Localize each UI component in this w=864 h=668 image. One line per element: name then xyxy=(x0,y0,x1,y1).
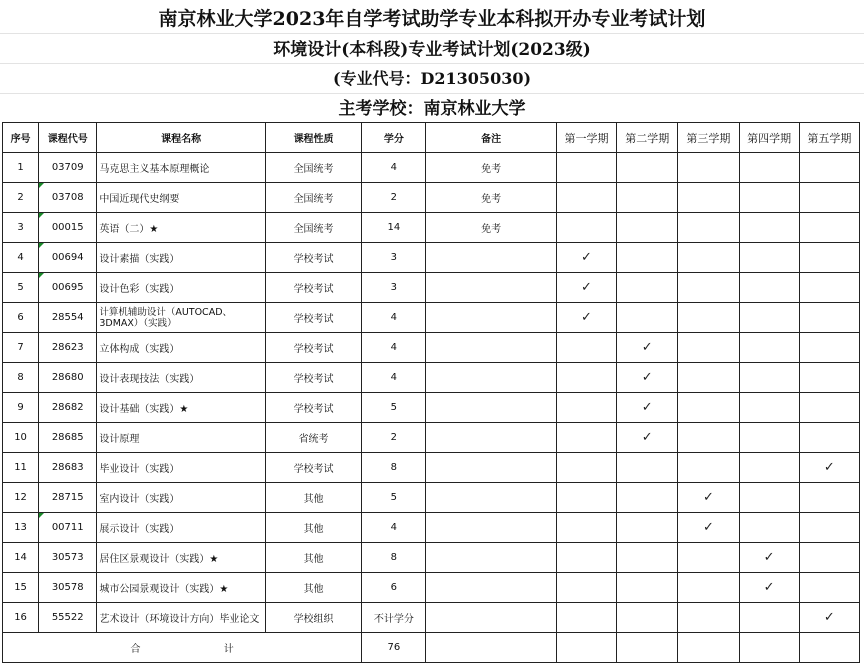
cell-nature: 学校考试 xyxy=(265,333,361,363)
cell-code: 28715 xyxy=(39,483,97,513)
check-mark-icon: ✓ xyxy=(641,400,653,415)
cell-name xyxy=(97,183,266,213)
cell-sem3 xyxy=(678,573,739,603)
cell-sem4 xyxy=(739,453,799,483)
cell-name xyxy=(97,243,266,273)
cell-sem2 xyxy=(617,183,678,213)
cell-sem2 xyxy=(617,303,678,333)
check-mark-icon: ✓ xyxy=(763,580,775,595)
total-cell xyxy=(426,633,556,663)
cell-sem2 xyxy=(617,363,678,393)
cell-sem5 xyxy=(799,513,859,543)
header-row xyxy=(3,123,860,153)
cell-nature: 学校考试 xyxy=(265,243,361,273)
cell-credit: 2 xyxy=(362,423,426,453)
table-row xyxy=(3,273,860,303)
table-row xyxy=(3,453,860,483)
cell-nature: 学校考试 xyxy=(265,453,361,483)
cell-comment-flag-icon xyxy=(39,213,44,218)
cell-sem3 xyxy=(678,243,739,273)
cell-credit: 5 xyxy=(362,393,426,423)
cell-code: 28682 xyxy=(39,393,97,423)
header-code: 课程代号 xyxy=(39,123,97,153)
cell-sem1 xyxy=(556,423,616,453)
header-name: 课程名称 xyxy=(97,123,266,153)
cell-credit: 4 xyxy=(362,303,426,333)
cell-note xyxy=(426,513,556,543)
table-row xyxy=(3,603,860,633)
course-name: 展示设计（实践） xyxy=(99,524,180,535)
cell-nature: 全国统考 xyxy=(265,153,361,183)
cell-note xyxy=(426,273,556,303)
cell-sem4 xyxy=(739,423,799,453)
cell-seq: 8 xyxy=(3,363,39,393)
total-cell xyxy=(617,633,678,663)
cell-sem2 xyxy=(617,393,678,423)
cell-sem5 xyxy=(799,273,859,303)
header-seq: 序号 xyxy=(3,123,39,153)
cell-sem4 xyxy=(739,153,799,183)
cell-sem2 xyxy=(617,333,678,363)
header-nature: 课程性质 xyxy=(265,123,361,153)
cell-sem4 xyxy=(739,303,799,333)
cell-seq: 11 xyxy=(3,453,39,483)
cell-code: 03708 xyxy=(39,183,97,213)
table-row xyxy=(3,423,860,453)
cell-sem5 xyxy=(799,453,859,483)
table-row xyxy=(3,333,860,363)
table-row xyxy=(3,573,860,603)
cell-comment-flag-icon xyxy=(39,513,44,518)
check-mark-icon: ✓ xyxy=(641,340,653,355)
cell-sem5 xyxy=(799,543,859,573)
cell-sem5 xyxy=(799,213,859,243)
course-name: 设计原理 xyxy=(99,434,140,445)
cell-seq: 14 xyxy=(3,543,39,573)
cell-sem1 xyxy=(556,483,616,513)
cell-seq: 5 xyxy=(3,273,39,303)
cell-comment-flag-icon xyxy=(39,273,44,278)
cell-comment-flag-icon xyxy=(39,183,44,188)
cell-nature: 全国统考 xyxy=(265,183,361,213)
cell-sem2 xyxy=(617,273,678,303)
host-school: 主考学校：南京林业大学 xyxy=(338,99,526,119)
check-mark-icon: ✓ xyxy=(702,520,714,535)
course-name: 室内设计（实践） xyxy=(99,494,180,505)
cell-credit: 5 xyxy=(362,483,426,513)
cell-name xyxy=(97,573,266,603)
cell-sem2 xyxy=(617,453,678,483)
cell-code: 00015 xyxy=(39,213,97,243)
cell-sem3 xyxy=(678,483,739,513)
cell-note xyxy=(426,483,556,513)
cell-code: 03709 xyxy=(39,153,97,183)
cell-name xyxy=(97,363,266,393)
cell-credit: 14 xyxy=(362,213,426,243)
cell-code: 28680 xyxy=(39,363,97,393)
cell-note xyxy=(426,573,556,603)
cell-nature: 学校考试 xyxy=(265,363,361,393)
table-row xyxy=(3,243,860,273)
cell-sem4 xyxy=(739,513,799,543)
cell-sem1 xyxy=(556,573,616,603)
table-row xyxy=(3,213,860,243)
check-mark-icon: ✓ xyxy=(823,460,835,475)
course-name: 设计色彩（实践） xyxy=(99,284,180,295)
cell-credit: 4 xyxy=(362,363,426,393)
cell-note xyxy=(426,363,556,393)
cell-credit: 8 xyxy=(362,543,426,573)
cell-sem3 xyxy=(678,453,739,483)
cell-sem3 xyxy=(678,543,739,573)
course-name: 设计表现技法（实践） xyxy=(99,374,200,385)
cell-note: 免考 xyxy=(426,183,556,213)
total-cell xyxy=(739,633,799,663)
table-row xyxy=(3,363,860,393)
sub-title: 环境设计(本科段)专业考试计划(2023级) xyxy=(273,40,591,60)
course-name: 设计素描（实践） xyxy=(99,254,180,265)
check-mark-icon: ✓ xyxy=(641,430,653,445)
cell-sem4 xyxy=(739,243,799,273)
cell-sem5 xyxy=(799,393,859,423)
cell-name xyxy=(97,423,266,453)
course-name: 城市公园景观设计（实践）★ xyxy=(99,584,229,595)
cell-code: 28623 xyxy=(39,333,97,363)
cell-sem1 xyxy=(556,153,616,183)
header-sem1: 第一学期 xyxy=(556,123,616,153)
cell-credit: 4 xyxy=(362,333,426,363)
cell-sem1 xyxy=(556,363,616,393)
total-label: 合 计 xyxy=(3,633,362,663)
cell-sem1 xyxy=(556,303,616,333)
major-code: (专业代号：D21305030) xyxy=(332,69,532,88)
cell-sem4 xyxy=(739,603,799,633)
cell-credit: 3 xyxy=(362,273,426,303)
course-name: 立体构成（实践） xyxy=(99,344,180,355)
cell-sem3 xyxy=(678,273,739,303)
cell-sem2 xyxy=(617,573,678,603)
cell-sem3 xyxy=(678,423,739,453)
cell-credit: 不计学分 xyxy=(362,603,426,633)
cell-nature: 学校考试 xyxy=(265,273,361,303)
course-name: 马克思主义基本原理概论 xyxy=(99,164,210,175)
cell-sem1 xyxy=(556,513,616,543)
cell-sem5 xyxy=(799,363,859,393)
cell-sem3 xyxy=(678,603,739,633)
cell-seq: 3 xyxy=(3,213,39,243)
cell-sem1 xyxy=(556,183,616,213)
cell-sem2 xyxy=(617,213,678,243)
check-mark-icon: ✓ xyxy=(581,250,592,265)
table-row xyxy=(3,393,860,423)
cell-code: 30578 xyxy=(39,573,97,603)
cell-note xyxy=(426,303,556,333)
cell-sem1 xyxy=(556,393,616,423)
cell-sem3 xyxy=(678,393,739,423)
course-name: 计算机辅助设计（AUTOCAD、3DMAX）（实践） xyxy=(99,306,233,329)
cell-code: 00694 xyxy=(39,243,97,273)
cell-code: 00711 xyxy=(39,513,97,543)
cell-nature: 学校考试 xyxy=(265,393,361,423)
cell-name xyxy=(97,453,266,483)
table-row xyxy=(3,483,860,513)
check-mark-icon: ✓ xyxy=(763,550,775,565)
cell-sem4 xyxy=(739,543,799,573)
cell-sem3 xyxy=(678,333,739,363)
cell-note xyxy=(426,543,556,573)
header-note: 备注 xyxy=(426,123,556,153)
cell-sem4 xyxy=(739,573,799,603)
cell-sem5 xyxy=(799,183,859,213)
cell-seq: 12 xyxy=(3,483,39,513)
cell-sem4 xyxy=(739,363,799,393)
cell-sem5 xyxy=(799,303,859,333)
cell-sem1 xyxy=(556,333,616,363)
cell-name xyxy=(97,513,266,543)
cell-code: 28554 xyxy=(39,303,97,333)
header-sem2: 第二学期 xyxy=(617,123,678,153)
course-name: 设计基础（实践）★ xyxy=(99,404,189,415)
cell-note xyxy=(426,603,556,633)
check-mark-icon: ✓ xyxy=(581,280,592,295)
cell-seq: 15 xyxy=(3,573,39,603)
cell-code: 55522 xyxy=(39,603,97,633)
course-name: 英语（二）★ xyxy=(99,224,159,235)
cell-sem4 xyxy=(739,393,799,423)
course-name: 毕业设计（实践） xyxy=(99,464,180,475)
cell-code: 00695 xyxy=(39,273,97,303)
cell-sem3 xyxy=(678,213,739,243)
cell-seq: 4 xyxy=(3,243,39,273)
cell-note: 免考 xyxy=(426,153,556,183)
cell-name xyxy=(97,153,266,183)
header-sem3: 第三学期 xyxy=(678,123,739,153)
cell-comment-flag-icon xyxy=(39,243,44,248)
cell-sem2 xyxy=(617,603,678,633)
table-body xyxy=(3,153,860,633)
total-cell xyxy=(556,633,616,663)
exam-plan-table xyxy=(2,122,860,663)
main-title: 南京林业大学2023年自学考试助学专业本科拟开办专业考试计划 xyxy=(158,8,706,30)
course-name: 艺术设计（环境设计方向）毕业论文 xyxy=(99,614,260,625)
cell-sem1 xyxy=(556,543,616,573)
cell-seq: 1 xyxy=(3,153,39,183)
cell-note xyxy=(426,393,556,423)
cell-sem1 xyxy=(556,273,616,303)
cell-sem2 xyxy=(617,423,678,453)
total-credit: 76 xyxy=(362,633,426,663)
check-mark-icon: ✓ xyxy=(823,610,835,625)
cell-sem3 xyxy=(678,153,739,183)
cell-note xyxy=(426,333,556,363)
cell-name xyxy=(97,543,266,573)
cell-credit: 8 xyxy=(362,453,426,483)
check-mark-icon: ✓ xyxy=(702,490,714,505)
cell-code: 30573 xyxy=(39,543,97,573)
cell-sem4 xyxy=(739,483,799,513)
cell-nature: 其他 xyxy=(265,543,361,573)
cell-note: 免考 xyxy=(426,213,556,243)
total-row xyxy=(3,633,860,663)
cell-credit: 6 xyxy=(362,573,426,603)
cell-sem4 xyxy=(739,273,799,303)
cell-note xyxy=(426,243,556,273)
cell-code: 28683 xyxy=(39,453,97,483)
cell-name xyxy=(97,393,266,423)
cell-credit: 4 xyxy=(362,153,426,183)
total-cell xyxy=(799,633,859,663)
cell-sem1 xyxy=(556,243,616,273)
cell-nature: 学校组织 xyxy=(265,603,361,633)
cell-sem5 xyxy=(799,243,859,273)
cell-name xyxy=(97,273,266,303)
table-row xyxy=(3,183,860,213)
cell-seq: 7 xyxy=(3,333,39,363)
cell-name xyxy=(97,303,266,333)
table-row xyxy=(3,303,860,333)
check-mark-icon: ✓ xyxy=(641,370,653,385)
cell-nature: 其他 xyxy=(265,513,361,543)
cell-name xyxy=(97,483,266,513)
table-row xyxy=(3,153,860,183)
cell-seq: 9 xyxy=(3,393,39,423)
cell-note xyxy=(426,423,556,453)
cell-sem4 xyxy=(739,183,799,213)
cell-note xyxy=(426,453,556,483)
cell-nature: 学校考试 xyxy=(265,303,361,333)
header-credit: 学分 xyxy=(362,123,426,153)
cell-sem2 xyxy=(617,153,678,183)
table-row xyxy=(3,543,860,573)
cell-sem5 xyxy=(799,603,859,633)
cell-sem4 xyxy=(739,213,799,243)
cell-nature: 全国统考 xyxy=(265,213,361,243)
cell-seq: 13 xyxy=(3,513,39,543)
header-sem5: 第五学期 xyxy=(799,123,859,153)
header-sem4: 第四学期 xyxy=(739,123,799,153)
cell-code: 28685 xyxy=(39,423,97,453)
cell-nature: 其他 xyxy=(265,483,361,513)
cell-sem3 xyxy=(678,363,739,393)
cell-sem4 xyxy=(739,333,799,363)
cell-sem1 xyxy=(556,453,616,483)
cell-sem5 xyxy=(799,573,859,603)
cell-name xyxy=(97,333,266,363)
cell-credit: 4 xyxy=(362,513,426,543)
cell-sem5 xyxy=(799,153,859,183)
cell-sem2 xyxy=(617,513,678,543)
total-cell xyxy=(678,633,739,663)
table-row xyxy=(3,513,860,543)
cell-name xyxy=(97,213,266,243)
cell-nature: 其他 xyxy=(265,573,361,603)
cell-sem1 xyxy=(556,603,616,633)
cell-sem2 xyxy=(617,543,678,573)
cell-seq: 16 xyxy=(3,603,39,633)
cell-sem5 xyxy=(799,483,859,513)
cell-nature: 省统考 xyxy=(265,423,361,453)
cell-sem3 xyxy=(678,303,739,333)
cell-seq: 2 xyxy=(3,183,39,213)
cell-sem3 xyxy=(678,513,739,543)
cell-name xyxy=(97,603,266,633)
check-mark-icon: ✓ xyxy=(581,310,592,325)
cell-credit: 3 xyxy=(362,243,426,273)
cell-seq: 6 xyxy=(3,303,39,333)
course-name: 居住区景观设计（实践）★ xyxy=(99,554,219,565)
course-name: 中国近现代史纲要 xyxy=(99,194,180,205)
cell-sem3 xyxy=(678,183,739,213)
cell-sem1 xyxy=(556,213,616,243)
cell-sem2 xyxy=(617,483,678,513)
cell-sem2 xyxy=(617,243,678,273)
cell-sem5 xyxy=(799,423,859,453)
cell-credit: 2 xyxy=(362,183,426,213)
cell-sem5 xyxy=(799,333,859,363)
cell-seq: 10 xyxy=(3,423,39,453)
